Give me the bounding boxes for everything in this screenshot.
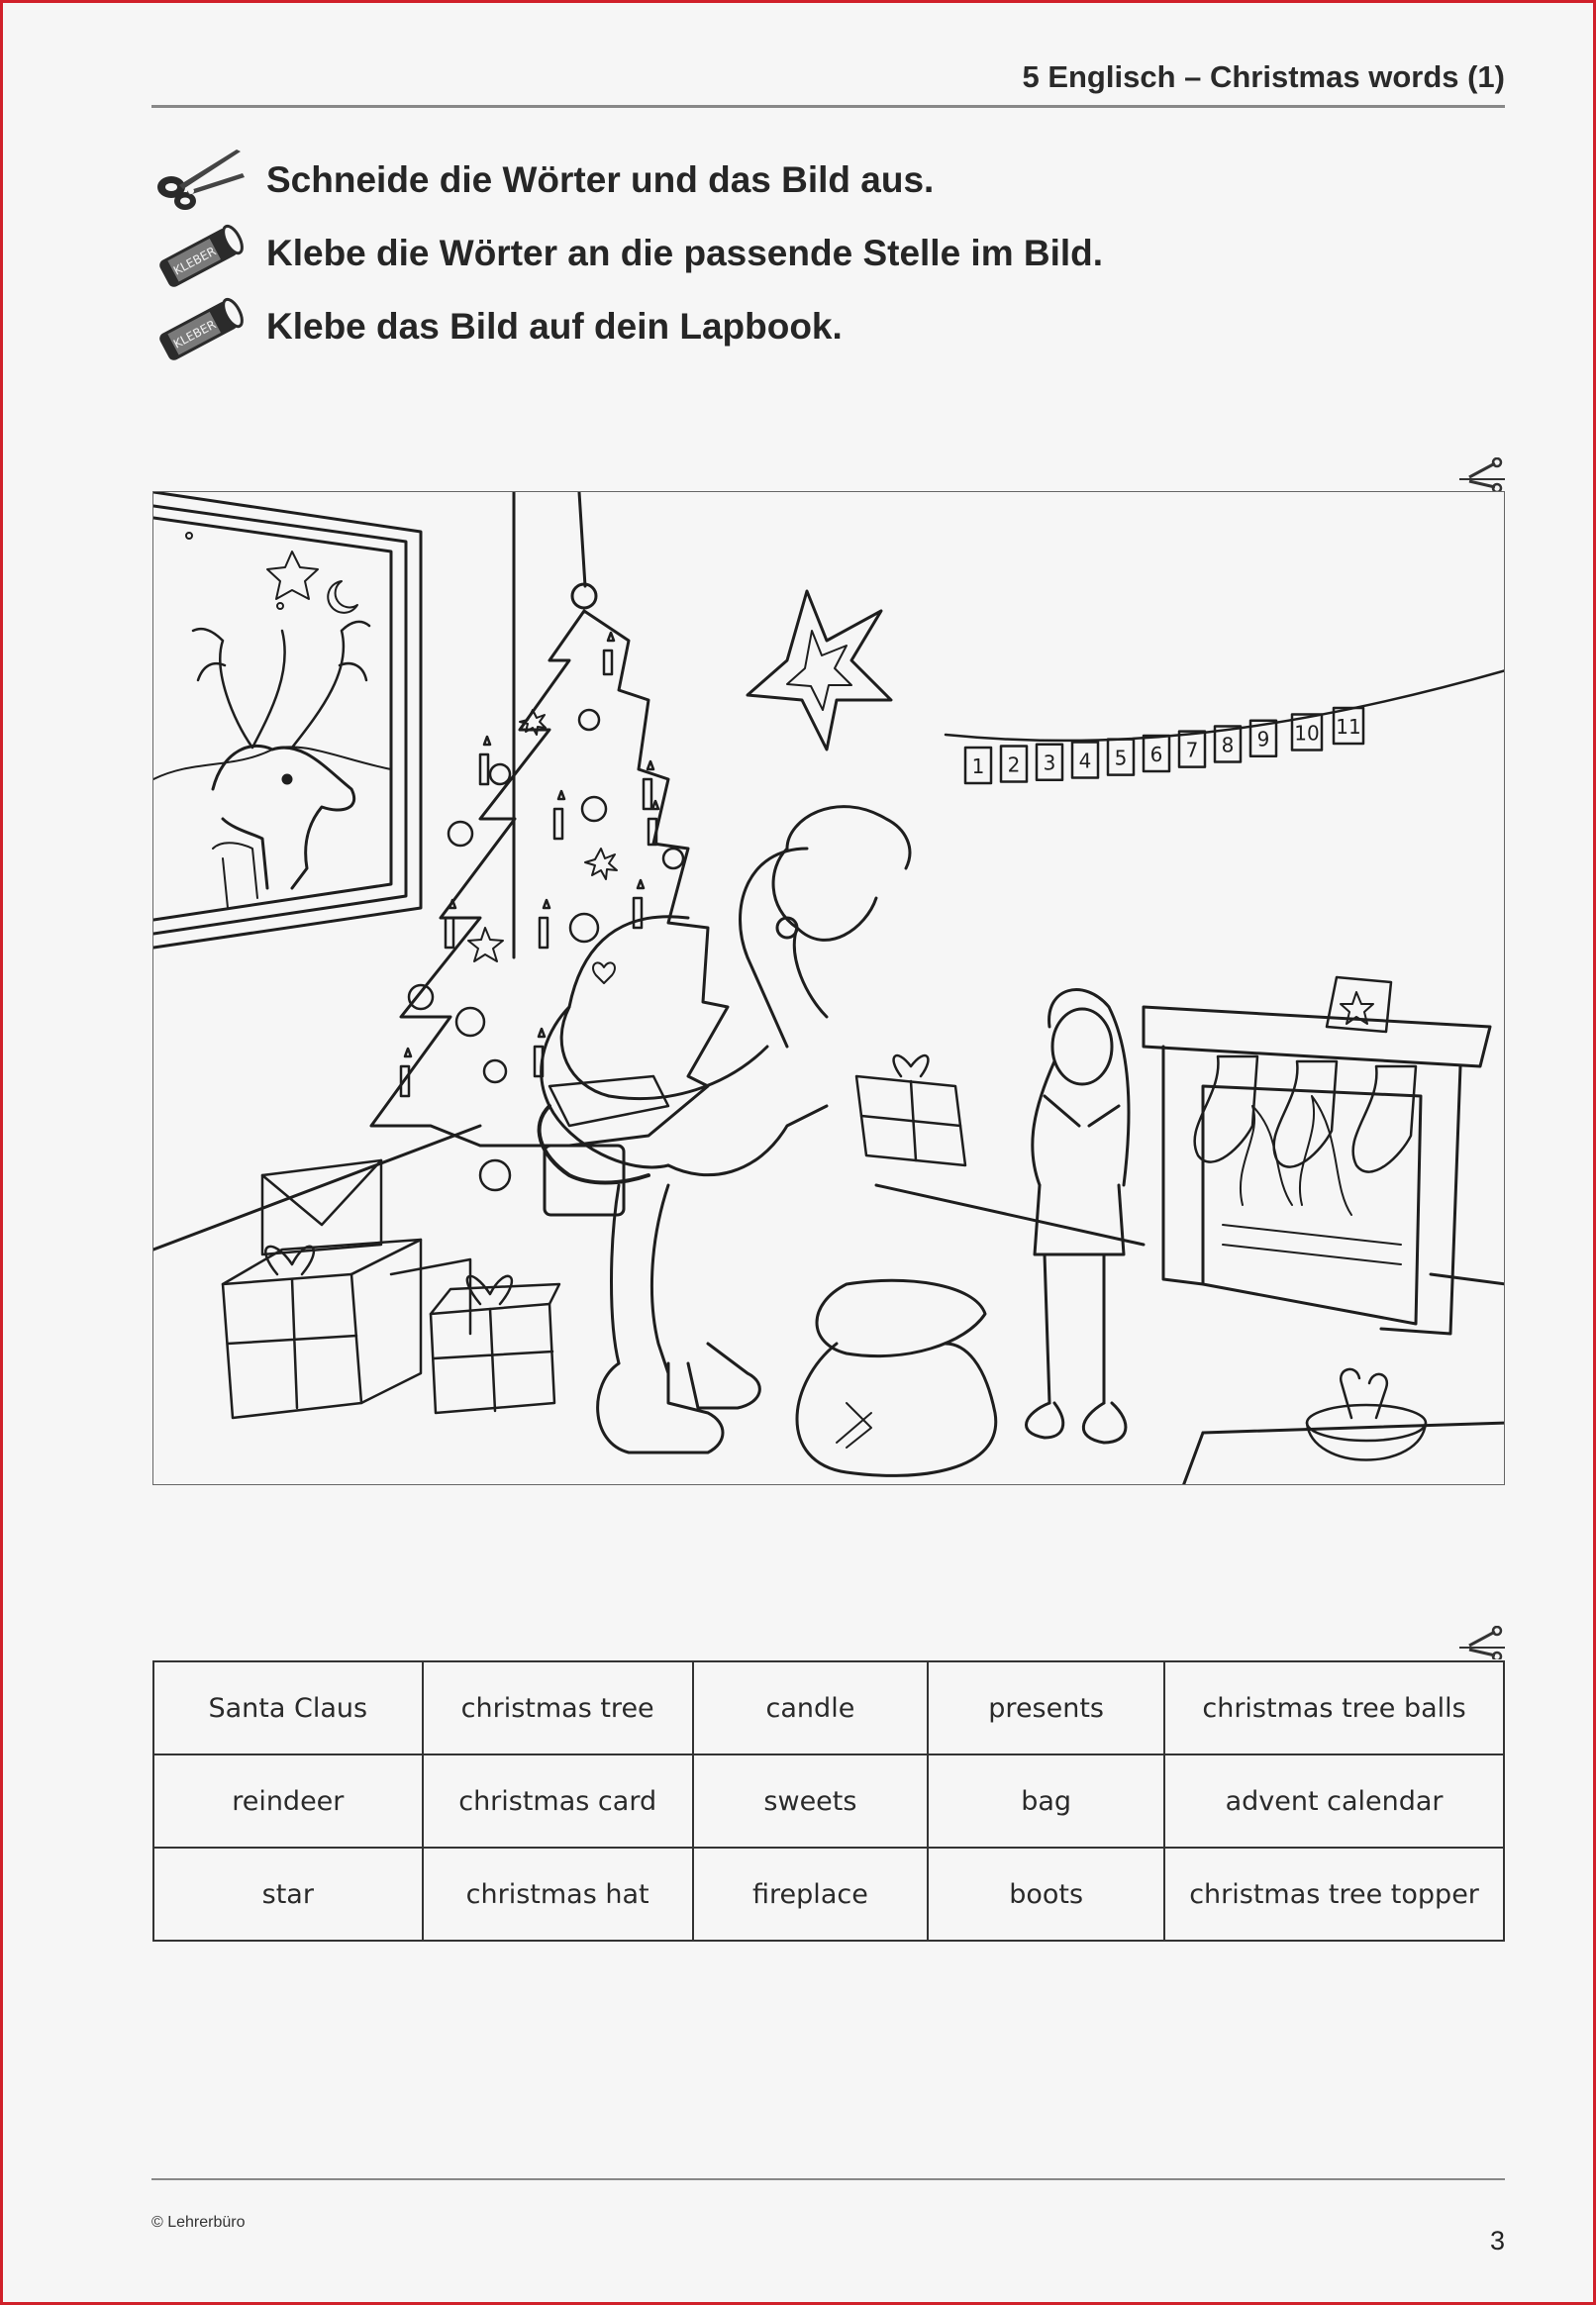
glue-stick-icon <box>151 290 247 363</box>
word-cell: bag <box>928 1754 1164 1848</box>
word-cell: Santa Claus <box>153 1661 423 1754</box>
word-cell: star <box>153 1848 423 1941</box>
girl-icon <box>1026 990 1129 1443</box>
word-cell: christmas hat <box>423 1848 693 1941</box>
advent-number: 6 <box>1149 743 1163 766</box>
advent-number: 3 <box>1043 751 1056 775</box>
instruction-cut <box>151 144 1340 217</box>
word-cell: christmas tree balls <box>1164 1661 1504 1754</box>
advent-number: 8 <box>1221 733 1235 757</box>
word-cell: advent calendar <box>1164 1754 1504 1848</box>
advent-number: 2 <box>1007 752 1021 777</box>
word-cell: presents <box>928 1661 1164 1754</box>
instruction-glue-picture <box>151 290 1340 363</box>
advent-calendar-boxes <box>965 708 1363 783</box>
copyright: © Lehrerbüro <box>151 2214 246 2231</box>
advent-number: 4 <box>1078 749 1092 773</box>
cut-mark-scissors-icon <box>1457 457 1507 491</box>
word-cell: christmas tree <box>423 1661 693 1754</box>
instruction-text: Schneide die Wörter und das Bild aus. <box>266 159 935 200</box>
word-table <box>152 1660 1505 1942</box>
word-cell: christmas tree topper <box>1164 1848 1504 1941</box>
word-cell: candle <box>693 1661 928 1754</box>
header-divider <box>151 105 1505 108</box>
advent-number: 1 <box>971 754 985 778</box>
cut-mark-scissors-icon <box>1457 1626 1507 1659</box>
advent-number: 7 <box>1185 738 1199 762</box>
instruction-glue-words <box>151 217 1340 290</box>
word-cell: fireplace <box>693 1848 928 1941</box>
sweets-bowl-icon <box>1307 1369 1426 1460</box>
advent-number: 10 <box>1294 721 1320 746</box>
scissors-icon <box>151 144 247 217</box>
table-row <box>153 1661 1504 1754</box>
advent-number: 11 <box>1336 715 1361 739</box>
fireplace-icon <box>1144 977 1490 1334</box>
word-cell: sweets <box>693 1754 928 1848</box>
table-row <box>153 1848 1504 1941</box>
star-icon <box>748 591 891 750</box>
instruction-list <box>151 144 1340 363</box>
word-cell: christmas card <box>423 1754 693 1848</box>
advent-number: 9 <box>1256 727 1270 752</box>
page-number: 3 <box>1489 2226 1505 2255</box>
word-cell: reindeer <box>153 1754 423 1848</box>
christmas-scene-illustration <box>152 491 1505 1485</box>
present-icon <box>856 1055 965 1165</box>
presents-icon <box>223 1160 559 1418</box>
glue-stick-icon <box>151 217 247 290</box>
advent-calendar-icon <box>946 670 1505 741</box>
footer-divider <box>151 2178 1505 2180</box>
sack-icon <box>797 1280 996 1475</box>
table-row <box>153 1754 1504 1848</box>
instruction-text: Klebe die Wörter an die passende Stelle im Bild. <box>266 233 1104 273</box>
page-header: 5 Englisch – Christmas words (1) <box>1022 59 1505 94</box>
instruction-text: Klebe das Bild auf dein Lapbook. <box>266 306 843 347</box>
word-cell: boots <box>928 1848 1164 1941</box>
glue-label: KLEBER <box>170 244 219 278</box>
window-icon <box>153 492 421 948</box>
glue-label: KLEBER <box>170 317 219 351</box>
advent-number: 5 <box>1114 746 1128 770</box>
